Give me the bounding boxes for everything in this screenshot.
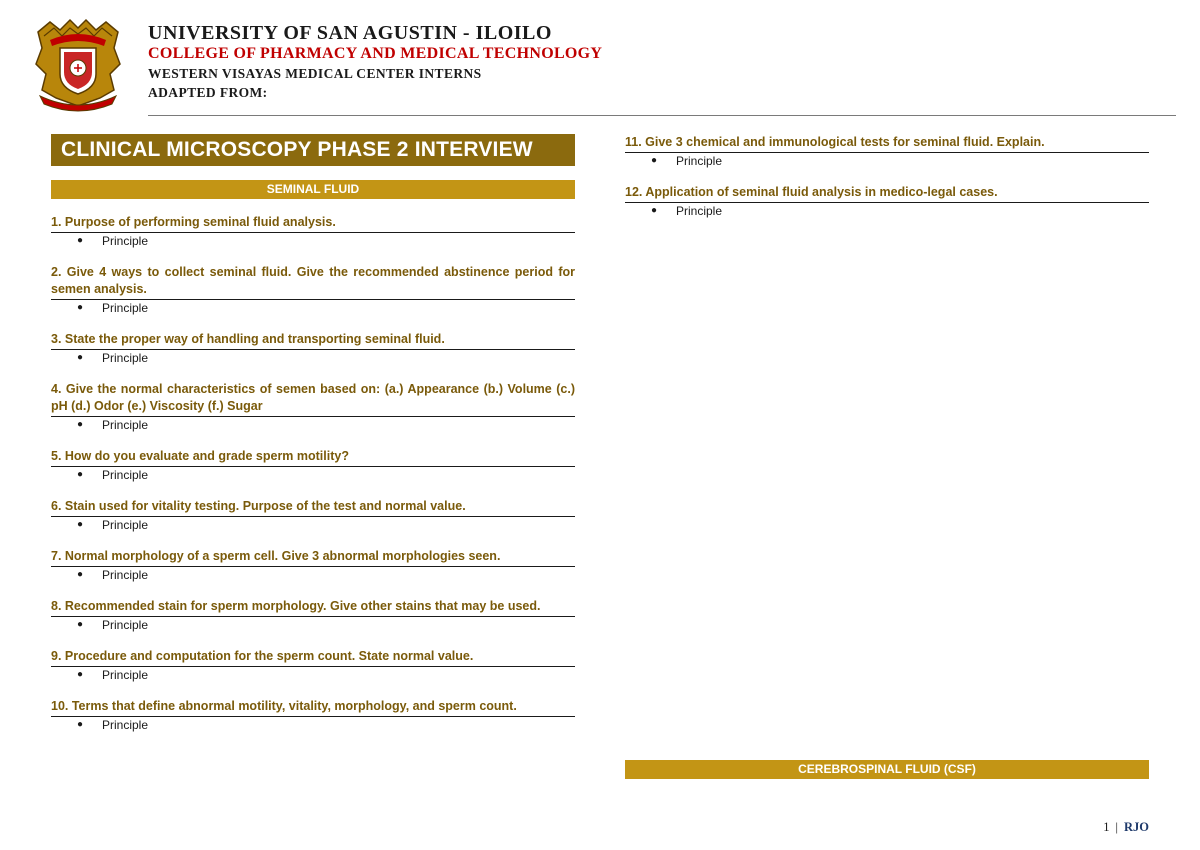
bullet-dot-icon: ●	[77, 619, 84, 630]
question-item	[51, 648, 575, 683]
bullet-label: Principle	[102, 418, 149, 432]
university-name: UNIVERSITY OF SAN AGUSTIN - ILOILO	[148, 22, 552, 44]
principle-bullet	[51, 467, 575, 483]
page-footer	[1103, 820, 1149, 835]
question-text: 12. Application of seminal fluid analysis in medico-legal cases.	[625, 184, 1149, 203]
question-text: 1. Purpose of performing seminal fluid analysis.	[51, 214, 575, 233]
bullet-dot-icon: ●	[77, 519, 84, 530]
bullet-dot-icon: ●	[77, 669, 84, 680]
page-number: 1	[1103, 820, 1110, 834]
principle-bullet	[51, 567, 575, 583]
question-text: 6. Stain used for vitality testing. Purpose of the test and normal value.	[51, 498, 575, 517]
question-item	[51, 381, 575, 433]
principle-bullet	[51, 300, 575, 316]
bullet-dot-icon: ●	[77, 569, 84, 580]
bullet-dot-icon: ●	[77, 352, 84, 363]
question-text: 4. Give the normal characteristics of semen based on: (a.) Appearance (b.) Volume (c.) pH (d.) Odor (e.) Viscosity (f.) Sugar	[51, 381, 575, 417]
principle-bullet	[51, 417, 575, 433]
principle-bullet	[625, 153, 1149, 169]
bullet-label: Principle	[102, 468, 149, 482]
question-text: 8. Recommended stain for sperm morphology. Give other stains that may be used.	[51, 598, 575, 617]
question-item	[51, 698, 575, 733]
principle-bullet	[625, 203, 1149, 219]
page-title: CLINICAL MICROSCOPY PHASE 2 INTERVIEW	[51, 134, 575, 166]
question-text: 3. State the proper way of handling and transporting seminal fluid.	[51, 331, 575, 350]
principle-bullet	[51, 350, 575, 366]
college-name: COLLEGE OF PHARMACY AND MEDICAL TECHNOLOGY	[148, 45, 603, 62]
question-item	[51, 498, 575, 533]
section-seminal-fluid: SEMINAL FLUID	[51, 180, 575, 199]
left-column	[51, 134, 575, 733]
bullet-dot-icon: ●	[77, 719, 84, 730]
bullet-label: Principle	[102, 518, 149, 532]
bullet-label: Principle	[102, 234, 149, 248]
adapted-from-line: ADAPTED FROM:	[148, 85, 268, 100]
question-text: 5. How do you evaluate and grade sperm motility?	[51, 448, 575, 467]
author-initials: RJO	[1124, 820, 1149, 834]
bullet-label: Principle	[102, 301, 149, 315]
principle-bullet	[51, 517, 575, 533]
bullet-dot-icon: ●	[77, 302, 84, 313]
question-text: 10. Terms that define abnormal motility, vitality, morphology, and sperm count.	[51, 698, 575, 717]
question-item	[51, 448, 575, 483]
question-item	[51, 331, 575, 366]
question-item	[625, 184, 1149, 219]
bullet-label: Principle	[102, 568, 149, 582]
question-item	[51, 264, 575, 316]
question-item	[51, 548, 575, 583]
question-list-right	[625, 134, 1149, 219]
principle-bullet	[51, 233, 575, 249]
bullet-label: Principle	[102, 351, 149, 365]
question-text: 11. Give 3 chemical and immunological tests for seminal fluid. Explain.	[625, 134, 1149, 153]
principle-bullet	[51, 717, 575, 733]
question-text: 2. Give 4 ways to collect seminal fluid. Give the recommended abstinence period for semen analysis.	[51, 264, 575, 300]
question-text: 9. Procedure and computation for the sperm count. State normal value.	[51, 648, 575, 667]
question-item	[625, 134, 1149, 169]
bullet-dot-icon: ●	[77, 235, 84, 246]
page-header	[30, 14, 1160, 116]
bullet-label: Principle	[102, 618, 149, 632]
bullet-label: Principle	[676, 154, 723, 168]
bullet-dot-icon: ●	[651, 205, 658, 216]
question-list-left	[51, 214, 575, 733]
bullet-dot-icon: ●	[77, 469, 84, 480]
principle-bullet	[51, 667, 575, 683]
section-csf: CEREBROSPINAL FLUID (CSF)	[625, 760, 1149, 779]
university-seal-logo	[30, 14, 126, 114]
question-text: 7. Normal morphology of a sperm cell. Give 3 abnormal morphologies seen.	[51, 548, 575, 567]
bullet-dot-icon: ●	[77, 419, 84, 430]
principle-bullet	[51, 617, 575, 633]
footer-separator: |	[1115, 820, 1118, 834]
bullet-label: Principle	[676, 204, 723, 218]
bullet-label: Principle	[102, 668, 149, 682]
question-item	[51, 598, 575, 633]
header-divider	[148, 115, 1176, 116]
bullet-dot-icon: ●	[651, 155, 658, 166]
question-item	[51, 214, 575, 249]
interns-line: WESTERN VISAYAS MEDICAL CENTER INTERNS	[148, 66, 482, 81]
right-column	[625, 134, 1149, 219]
bullet-label: Principle	[102, 718, 149, 732]
